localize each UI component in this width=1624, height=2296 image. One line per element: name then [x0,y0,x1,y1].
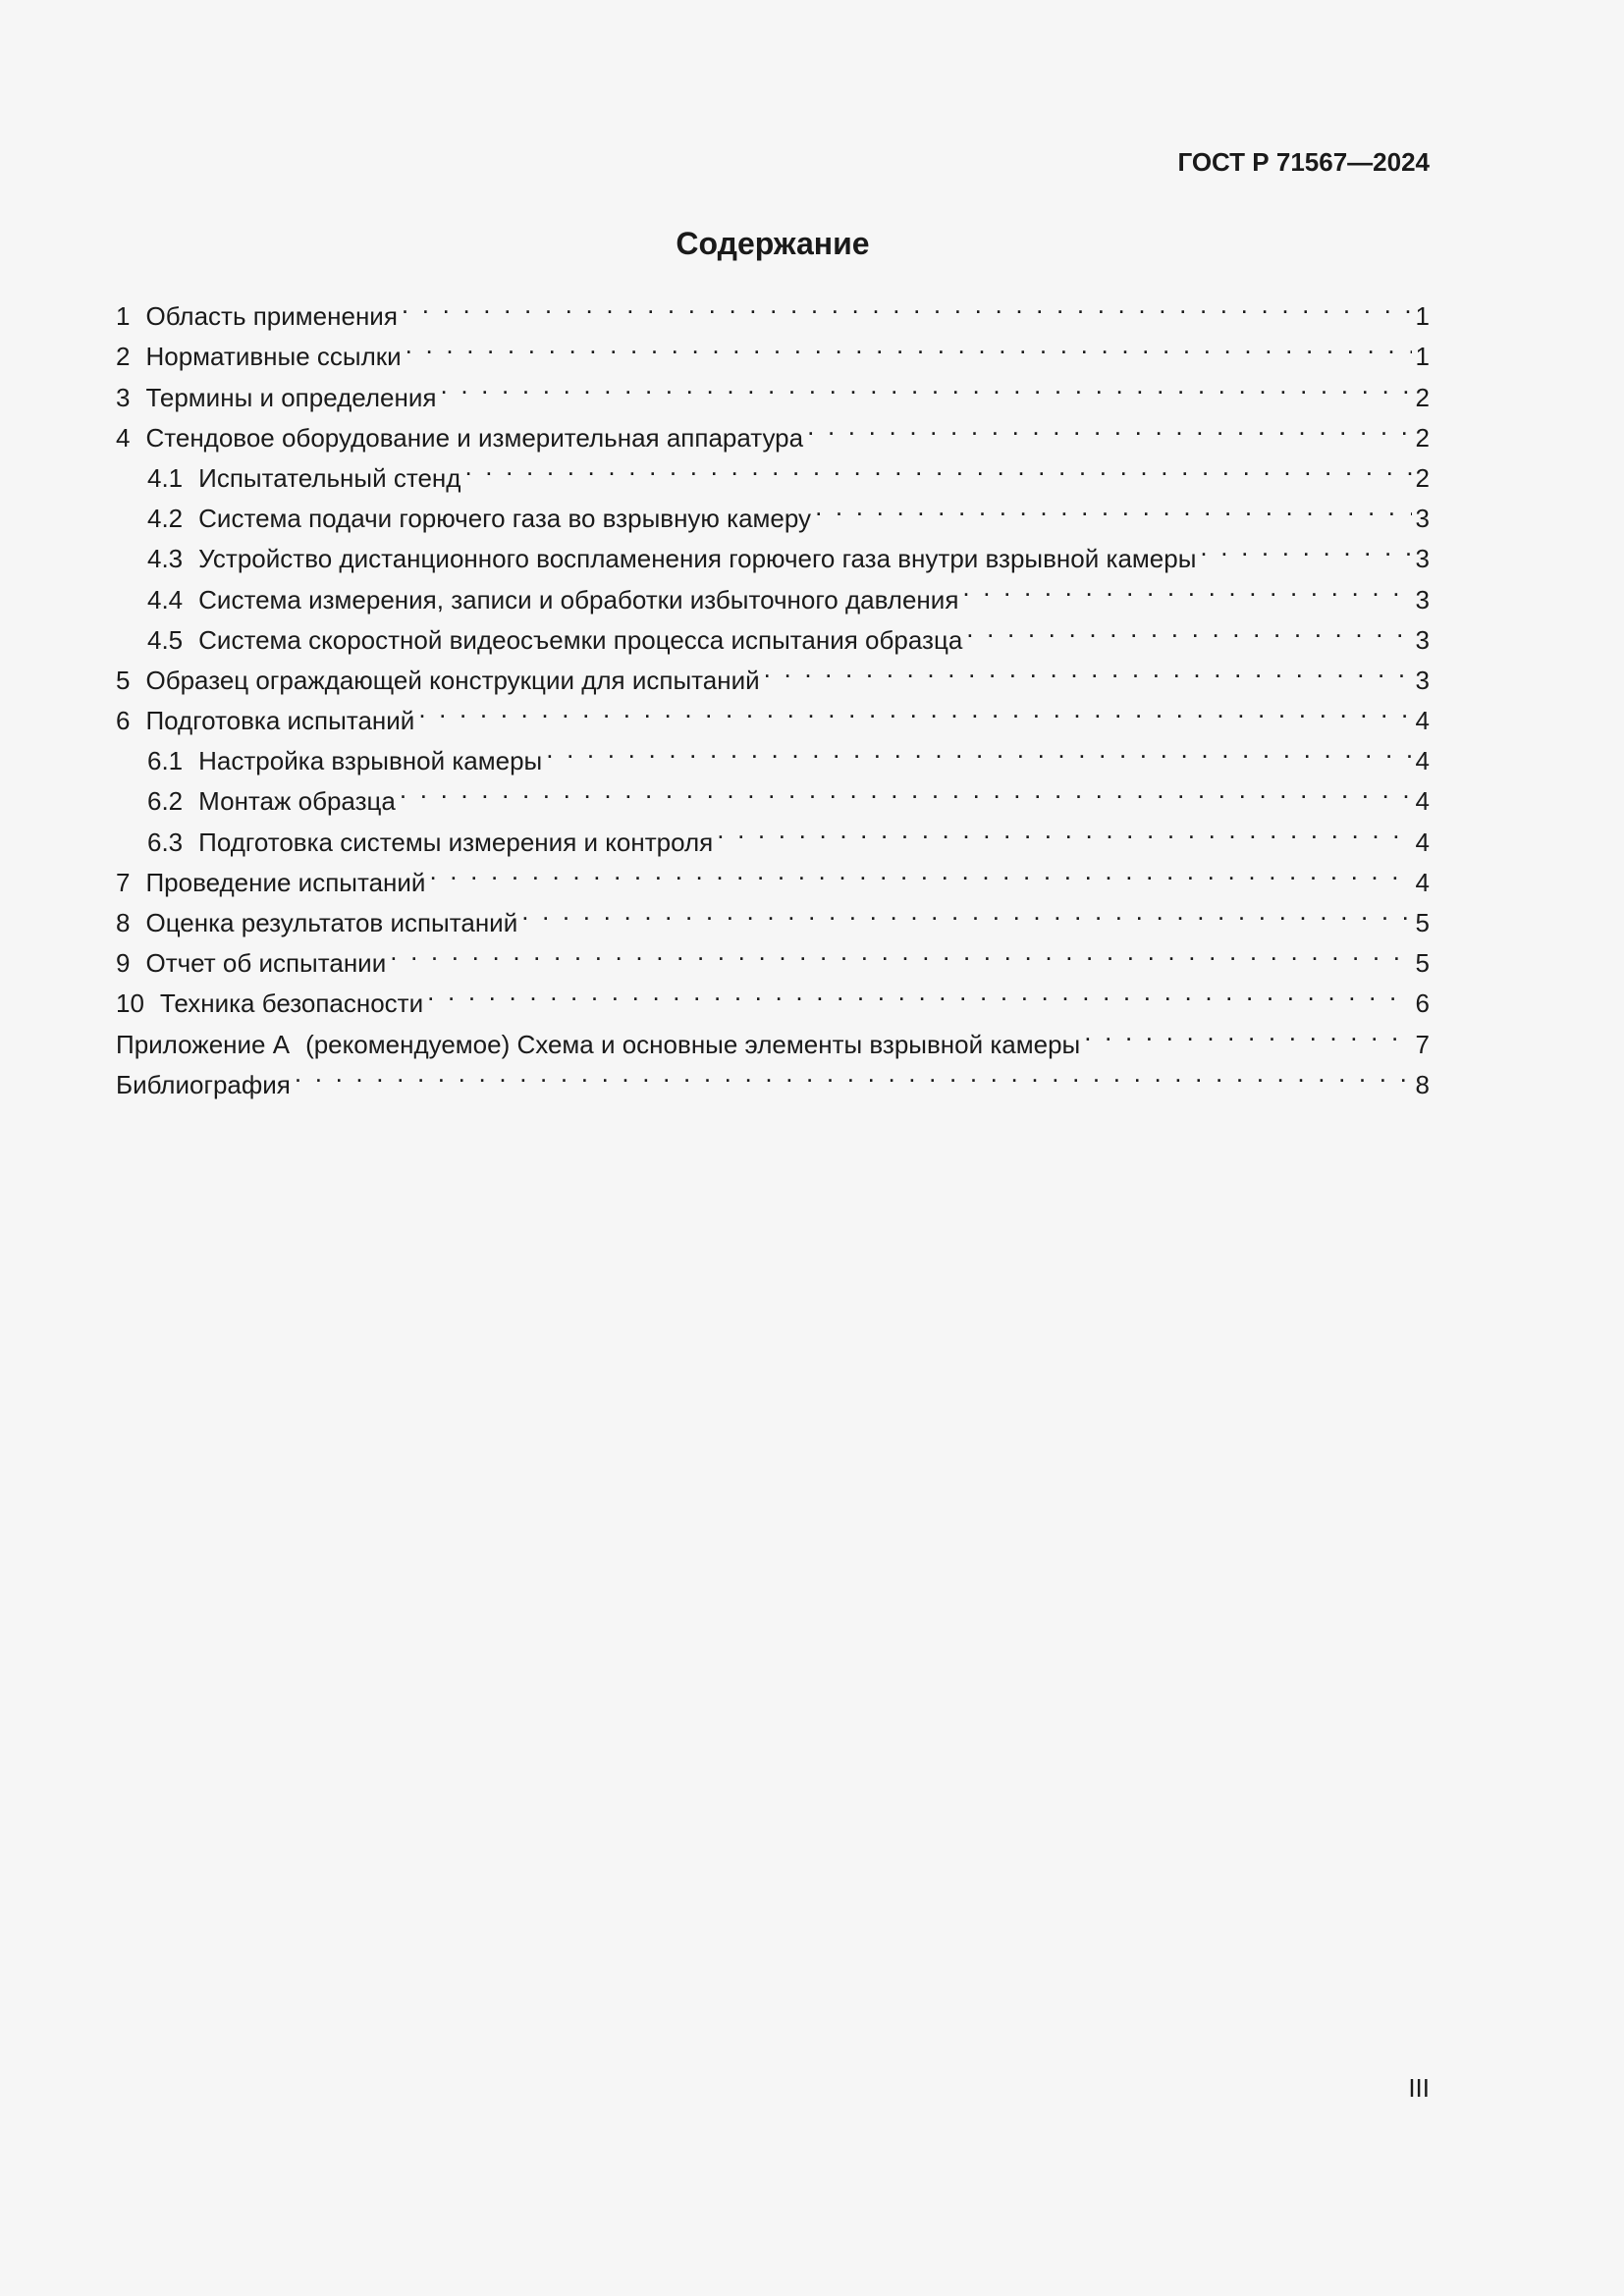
dot-leader [406,325,1412,365]
toc-entry-page: 4 [1415,786,1430,817]
toc-entry-title: Монтаж образца [198,786,396,817]
toc-entry-page: 5 [1415,948,1430,979]
toc-entry-title: Библиография [116,1069,291,1099]
dot-leader [440,365,1411,405]
toc-entry-number: 4.1 [147,462,184,493]
toc-entry-page: 8 [1415,1069,1430,1099]
toc-entry-number: 4.5 [147,624,184,655]
toc-entry-title: Испытательный стенд [198,462,461,493]
toc-entry-number: 10 [116,988,144,1019]
toc-entry-number: 4.4 [147,584,184,614]
toc-entry-number: 7 [116,867,131,897]
dot-leader [717,810,1411,850]
standard-code: ГОСТ Р 71567—2024 [1177,147,1430,177]
toc-entry-page: 1 [1415,342,1430,372]
toc-entry-number: 6.3 [147,827,184,857]
toc-entry-page: 3 [1415,665,1430,695]
toc-entry-number: 6.1 [147,746,184,776]
toc-entry-title: Техника безопасности [159,988,424,1019]
toc-entry-number: 9 [116,948,131,979]
dot-leader [966,609,1411,649]
toc-entry-page: 3 [1415,544,1430,574]
toc-entry-number: 2 [116,342,131,372]
toc-entry-number: 1 [116,301,131,332]
toc-entry-number: 8 [116,908,131,937]
dot-leader [764,649,1412,689]
toc-entry-title: Отчет об испытании [145,948,387,979]
toc-entry-page: 6 [1415,988,1430,1019]
toc-entry-title: Область применения [145,301,398,332]
toc-entry-title: (рекомендуемое) Схема и основные элементы взрывной камеры [305,1029,1081,1059]
toc-entry-title: Подготовка системы измерения и контроля [198,827,714,857]
toc-entry-title: Система скоростной видеосъемки процесса испытания образца [198,624,963,655]
dot-leader [427,972,1411,1012]
dot-leader [400,770,1412,810]
toc-entry-page: 5 [1415,908,1430,937]
page-number: III [1408,2073,1430,2103]
dot-leader [1200,527,1411,567]
toc-entry-title: Система измерения, записи и обработки избыточного давления [198,584,959,614]
dot-leader [429,851,1411,891]
toc-entry-title: Стендовое оборудование и измерительная аппаратура [145,422,804,453]
dot-leader [390,932,1411,972]
toc-entry-title: Проведение испытаний [145,867,426,897]
toc-entry-page: 2 [1415,422,1430,453]
toc-entry-page: 3 [1415,504,1430,534]
toc-entry-title: Оценка результатов испытаний [145,908,518,937]
toc-entry-title: Настройка взрывной камеры [198,746,543,776]
dot-leader [815,487,1411,527]
toc-entry-page: 3 [1415,624,1430,655]
dot-leader [962,567,1411,608]
toc-entry-page: 4 [1415,746,1430,776]
toc-entry-number: 5 [116,665,131,695]
toc-entry-number: 4 [116,422,131,453]
toc-entry-page: 1 [1415,301,1430,332]
table-of-contents [116,285,1430,1099]
toc-entry-page: 7 [1415,1029,1430,1059]
toc-entry-title: Нормативные ссылки [145,342,402,372]
toc-entry-number: 3 [116,382,131,412]
toc-entry-page: 4 [1415,827,1430,857]
toc-entry-page: 2 [1415,462,1430,493]
toc-entry-bibliography[interactable] [116,1053,1430,1099]
toc-entry-title: Подготовка испытаний [145,706,415,736]
toc-entry-title: Образец ограждающей конструкции для испытаний [145,665,760,695]
dot-leader [521,891,1411,932]
dot-leader [464,447,1411,487]
toc-entry-page: 4 [1415,706,1430,736]
toc-entry-number: 4.2 [147,504,184,534]
toc-entry-title: Система подачи горючего газа во взрывную камеру [198,504,812,534]
toc-entry-page: 2 [1415,382,1430,412]
dot-leader [418,689,1411,729]
dot-leader [295,1053,1412,1094]
toc-entry-number: 4.3 [147,544,184,574]
toc-entry-page: 3 [1415,584,1430,614]
toc-entry-number: 6.2 [147,786,184,817]
page-title: Содержание [676,226,870,261]
dot-leader [807,406,1411,447]
dot-leader [1084,1012,1411,1052]
toc-entry[interactable] [116,285,1430,332]
dot-leader [402,285,1412,325]
toc-entry-page: 4 [1415,867,1430,897]
toc-entry-number: Приложение А [116,1029,291,1059]
toc-entry-title: Устройство дистанционного воспламенения горючего газа внутри взрывной камеры [198,544,1197,574]
toc-entry-number: 6 [116,706,131,736]
dot-leader [546,729,1411,770]
toc-entry-title: Термины и определения [145,382,437,412]
